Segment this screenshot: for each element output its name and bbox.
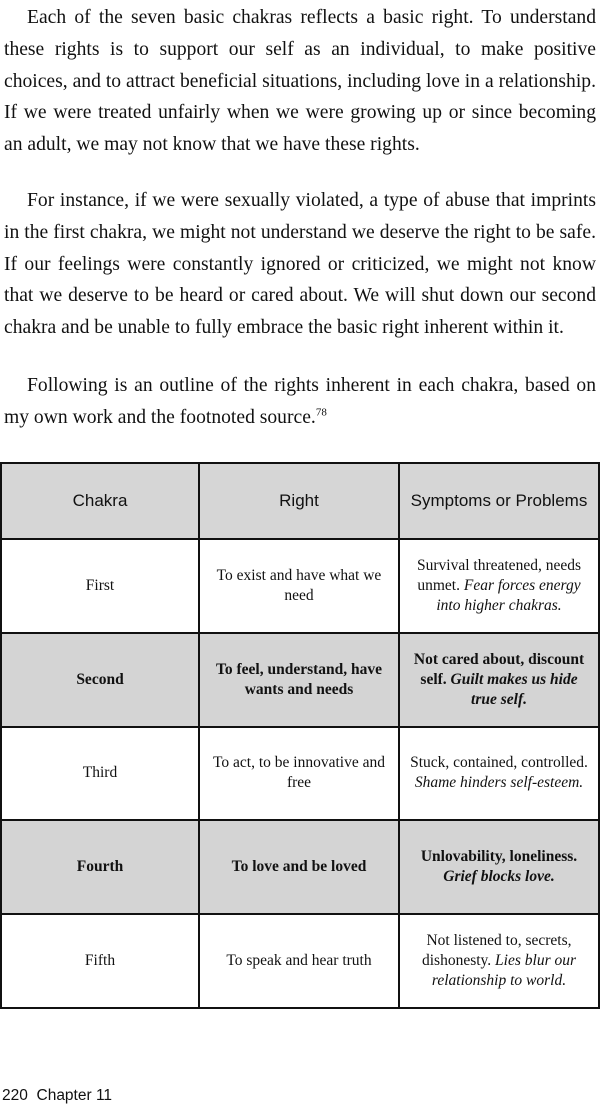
cell-symptoms xyxy=(399,633,599,727)
symptom-italic-text: Fear forces energy into higher chakras. xyxy=(436,576,581,614)
header-chakra: Chakra xyxy=(1,463,199,539)
header-symptoms: Symptoms or Problems xyxy=(399,463,599,539)
cell-right: To feel, understand, have wants and needs xyxy=(199,633,399,727)
cell-symptoms xyxy=(399,727,599,821)
footnote-reference: 78 xyxy=(315,406,327,419)
cell-chakra: Fifth xyxy=(1,914,199,1008)
symptom-text: Survival threatened, needs unmet. xyxy=(417,556,581,594)
page-number: 220 xyxy=(2,1087,28,1104)
header-right: Right xyxy=(199,463,399,539)
cell-chakra: First xyxy=(1,539,199,633)
table-row xyxy=(1,914,599,1008)
cell-right: To act, to be innovative and free xyxy=(199,727,399,821)
cell-right: To love and be loved xyxy=(199,820,399,914)
paragraph-chakra-rights: Each of the seven basic chakras reflects a basic right. To understand these rights is to support our self as an individual, to make positive choices, and to attract beneficial situations, including love in a relationship. If we were treated unfairly when we were growing up or since becoming an adult, we may not know that we have these rights. xyxy=(4,7,596,156)
cell-right: To speak and hear truth xyxy=(199,914,399,1008)
chapter-label: Chapter 11 xyxy=(36,1087,113,1104)
symptom-italic-text: Shame hinders self-esteem. xyxy=(414,774,584,792)
paragraph-example: For instance, if we were sexually violated, a type of abuse that imprints in the first chakra, we might not understand we deserve the right to be safe. If our feelings were constantly ignored or criticized, we might not know that we deserve to be heard or cared about. We will shut down our second chakra and be unable to fully embrace the basic right inherent within it. xyxy=(4,190,596,339)
paragraph-outline-intro xyxy=(4,370,596,434)
symptom-italic-text: Grief blocks love. xyxy=(443,868,555,886)
cell-symptoms xyxy=(399,914,599,1008)
symptom-text: Unlovability, loneliness. xyxy=(420,848,578,866)
cell-symptoms xyxy=(399,539,599,633)
symptom-italic-text: Guilt makes us hide true self. xyxy=(450,670,578,708)
cell-symptoms xyxy=(399,820,599,914)
page-footer xyxy=(2,1086,112,1106)
cell-chakra: Second xyxy=(1,633,199,727)
symptom-text: Not cared about, discount self. xyxy=(413,650,585,688)
table-row xyxy=(1,539,599,633)
paragraph-outline-text: Following is an outline of the rights inherent in each chakra, based on my own work and the footnoted source. xyxy=(4,375,596,428)
cell-chakra: Fourth xyxy=(1,820,199,914)
cell-chakra: Third xyxy=(1,727,199,821)
symptom-text: Stuck, contained, controlled. xyxy=(410,754,588,772)
chakra-rights-table xyxy=(0,462,600,1009)
table-header-row xyxy=(1,463,599,539)
table-row xyxy=(1,820,599,914)
cell-right: To exist and have what we need xyxy=(199,539,399,633)
table-row xyxy=(1,727,599,821)
symptom-italic-text: Lies blur our relationship to world. xyxy=(431,952,577,990)
symptom-text: Not listened to, secrets, dishonesty. xyxy=(421,932,572,970)
table-row xyxy=(1,633,599,727)
